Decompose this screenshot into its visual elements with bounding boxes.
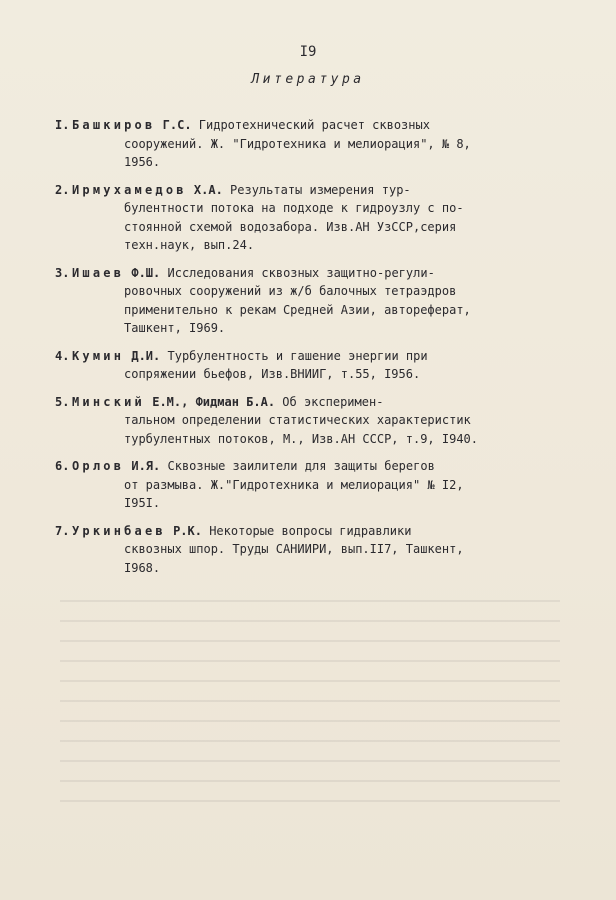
reference-title-start: Об эксперимен-	[275, 394, 384, 409]
reference-continuation-line: Ташкент, I969.	[124, 321, 226, 335]
reference-title-start: Исследования сквозных защитно-регули-	[160, 265, 435, 280]
reference-title-start: Сквозные заилители для защиты берегов	[160, 459, 435, 473]
reference-author: Минский	[72, 394, 145, 409]
reference-author: Орлов	[72, 459, 125, 473]
reference-continuation-line: ровочных сооружений из ж/б балочных тетраэдров	[124, 284, 457, 298]
reference-item	[55, 264, 575, 338]
reference-first-line	[72, 264, 575, 283]
reference-continuation-line: стоянной схемой водозабора. Изв.АН УзССР,серия	[124, 219, 457, 234]
reference-text	[72, 116, 575, 172]
reference-author: Кумин	[72, 348, 125, 363]
reference-author: Ишаев	[72, 265, 125, 280]
reference-author: Башкиров	[72, 118, 156, 132]
reference-text	[72, 457, 575, 513]
reference-continuation-line: 1956.	[124, 155, 161, 169]
reference-list	[55, 116, 575, 586]
reference-initials: И.Я.	[131, 459, 161, 473]
reference-first-line	[72, 347, 575, 366]
reference-item	[55, 522, 575, 578]
reference-continuation-line: турбулентных потоков, М., Изв.АН СССР, т.9, I940.	[124, 431, 479, 446]
reference-author: Уркинбаев	[72, 523, 166, 538]
page-heading: Литература	[251, 72, 365, 87]
reference-number: 4.	[55, 348, 70, 363]
reference-item	[55, 116, 575, 172]
reference-first-line	[72, 522, 575, 541]
reference-number: 6.	[55, 459, 70, 473]
reference-initials: Х.А.	[193, 182, 223, 197]
reference-author: Ирмухамедов	[72, 182, 187, 197]
reference-title-start: Результаты измерения тур-	[222, 182, 411, 197]
reference-first-line	[72, 116, 575, 135]
reference-number: 3.	[55, 265, 70, 280]
reference-continuation-line: сооружений. Ж. "Гидротехника и мелиорация", № 8,	[124, 136, 471, 151]
reference-text	[72, 181, 575, 255]
reference-continuation-line: сквозных шпор. Труды САНИИРИ, вып.II7, Ташкент,	[124, 542, 464, 556]
reference-first-line	[72, 457, 575, 476]
reference-text	[72, 264, 575, 338]
reference-continuation-line: тальном определении статистических характеристик	[124, 413, 471, 427]
reference-continuation-line: булентности потока на подходе к гидроузлу с по-	[124, 201, 464, 215]
reference-continuation-line: сопряжении бьефов, Изв.ВНИИГ, т.55, I956.	[124, 367, 421, 381]
reference-initials: Е.М., Фидман Б.А.	[152, 394, 276, 409]
page-number: I9	[299, 44, 317, 60]
reference-initials: Д.И.	[131, 348, 161, 363]
reference-text	[72, 347, 575, 384]
reference-first-line	[72, 181, 575, 200]
reference-continuation-line: I968.	[124, 560, 161, 575]
show-through-text	[60, 590, 560, 820]
reference-initials: Ф.Ш.	[131, 265, 161, 280]
reference-item	[55, 393, 575, 449]
reference-item	[55, 457, 575, 513]
reference-initials: Р.К.	[173, 523, 202, 538]
reference-text	[72, 393, 575, 449]
reference-item	[55, 181, 575, 255]
reference-initials: Г.С.	[162, 118, 192, 132]
reference-continuation-line: применительно к рекам Средней Азии, автореферат,	[124, 302, 471, 317]
reference-number: 7.	[55, 523, 70, 538]
reference-number: I.	[55, 118, 70, 132]
reference-first-line	[72, 393, 575, 412]
reference-number: 2.	[55, 182, 70, 197]
reference-title-start: Турбулентность и гашение энергии при	[160, 348, 428, 363]
reference-continuation-line: техн.наук, вып.24.	[124, 238, 255, 252]
reference-title-start: Гидротехнический расчет сквозных	[191, 118, 430, 132]
reference-continuation-line: I95I.	[124, 496, 161, 510]
reference-number: 5.	[55, 394, 70, 409]
reference-text	[72, 522, 575, 578]
reference-continuation-line: от размыва. Ж."Гидротехника и мелиорация" № I2,	[124, 477, 464, 492]
reference-title-start: Некоторые вопросы гидравлики	[201, 523, 412, 538]
reference-item	[55, 347, 575, 384]
